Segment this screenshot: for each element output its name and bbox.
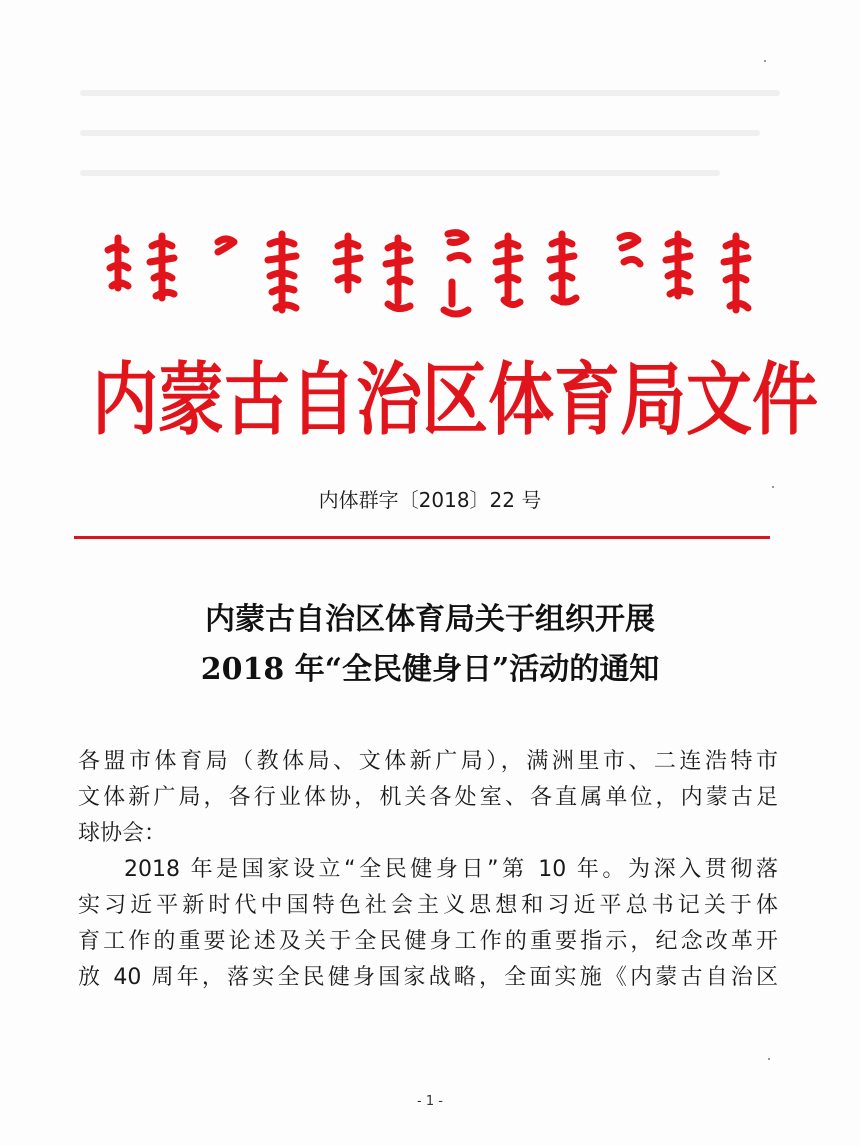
agency-document-title: 内蒙古自治区体育局文件 <box>92 354 818 447</box>
body-line: 实习近平新时代中国特色社会主义思想和习近平总书记关于体 <box>78 893 778 918</box>
document-number: 内体群字〔2018〕22 号 <box>318 488 542 512</box>
body-line: 文体新广局，各行业体协，机关各处室、各直属单位，内蒙古足 <box>78 785 778 810</box>
body-line: 2018 年是国家设立“全民健身日”第 10 年。为深入贯彻落 <box>124 857 778 882</box>
bleed-through-texture <box>70 70 790 210</box>
mongolian-script-header <box>100 228 760 328</box>
scan-speck <box>768 1058 770 1060</box>
notice-body <box>78 744 778 996</box>
notice-title-line-1: 内蒙古自治区体育局关于组织开展 <box>205 602 655 637</box>
body-line: 放 40 周年，落实全民健身国家战略，全面实施《内蒙古自治区 <box>78 965 778 990</box>
notice-title <box>0 595 860 695</box>
body-line: 各盟市体育局（教体局、文体新广局），满洲里市、二连浩特市 <box>78 749 778 774</box>
scan-speck <box>772 486 774 488</box>
page-number: - 1 - <box>417 1094 443 1109</box>
red-separator-line <box>74 536 770 539</box>
body-line: 球协会： <box>78 821 167 846</box>
body-line: 育工作的重要论述及关于全民健身工作的重要指示，纪念改革开 <box>78 929 778 954</box>
notice-title-line-2: 2018 年“全民健身日”活动的通知 <box>200 652 660 687</box>
scan-speck <box>764 60 766 62</box>
